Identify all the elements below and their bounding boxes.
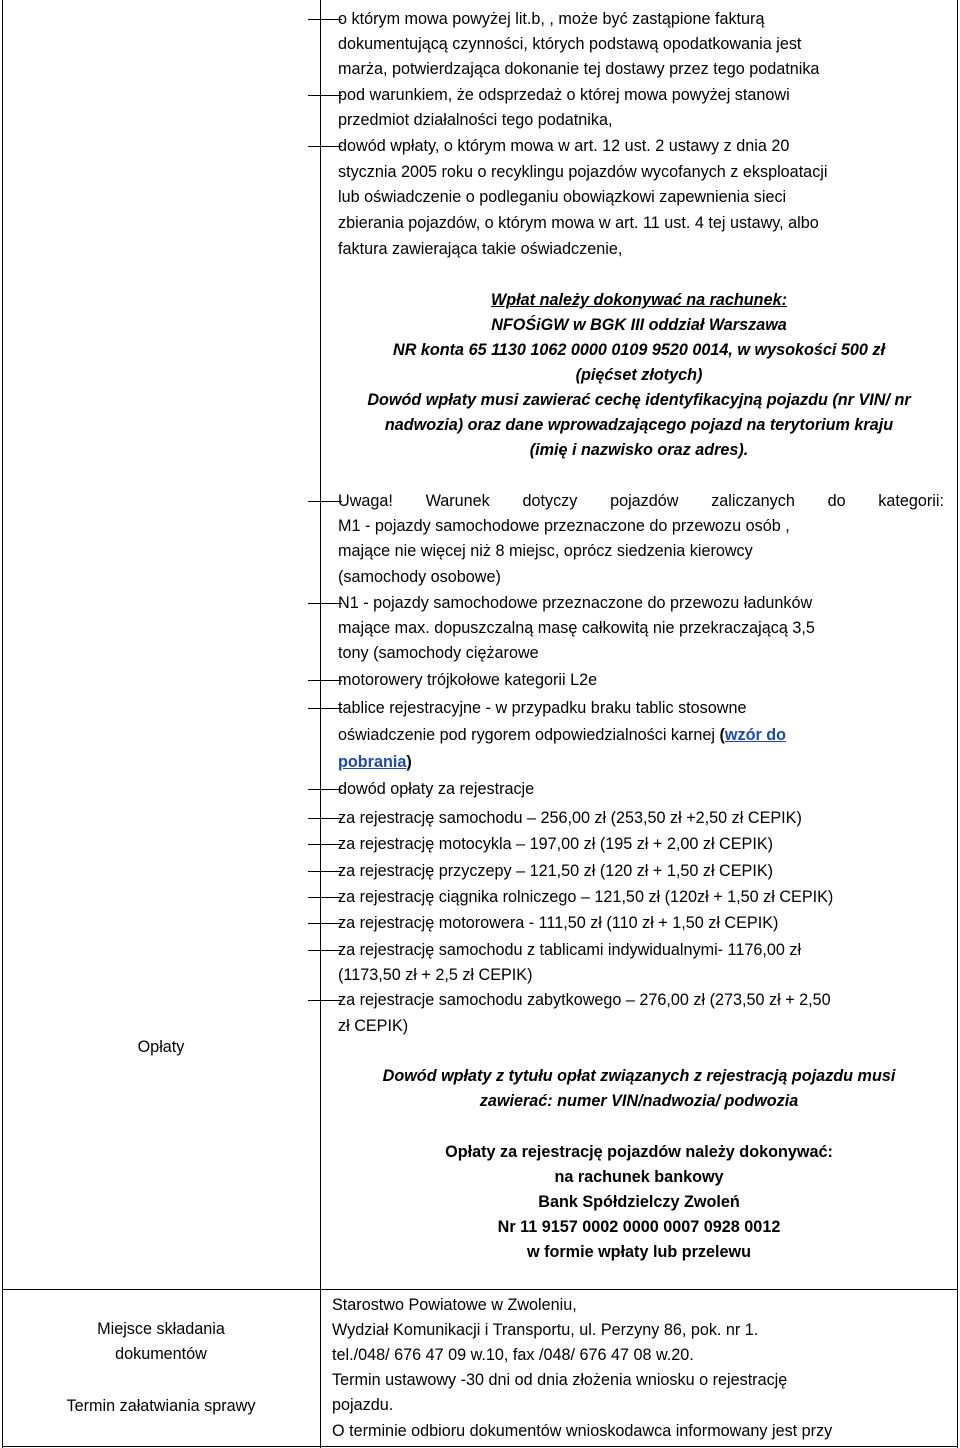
link-open-paren: (: [719, 726, 725, 744]
bank-block-line: Nr 11 9157 0002 0000 0007 0928 0012: [497, 1218, 781, 1236]
bank-block-line: Bank Spółdzielczy Zwoleń: [538, 1193, 740, 1211]
deadline-line: pojazdu.: [332, 1396, 394, 1414]
bullet-dash: [308, 19, 342, 20]
tablice-text: oświadczenie pod rygorem odpowiedzialności karnej: [338, 726, 716, 744]
dowod-line: dowód opłaty za rejestracje: [338, 780, 535, 798]
list-item-line: faktura zawierająca takie oświadczenie,: [338, 240, 623, 258]
download-template-link-cont[interactable]: pobrania: [338, 753, 407, 771]
uwaga-line: (samochody osobowe): [338, 568, 501, 586]
tablice-line: tablice rejestracyjne - w przypadku braku tablic stosowne: [338, 699, 747, 717]
bank-block-line: w formie wpłaty lub przelewu: [527, 1243, 751, 1261]
fee-item: za rejestrację samochodu z tablicami indywidualnymi- 1176,00 zł: [338, 941, 802, 959]
motorowery-line: motorowery trójkołowe kategorii L2e: [338, 671, 598, 689]
vin-note-line: Dowód wpłaty z tytułu opłat związanych z rejestracją pojazdu musi: [382, 1067, 896, 1085]
bullet-dash: [308, 818, 342, 819]
label-miejsce-cont: dokumentów: [115, 1345, 207, 1363]
n1-line: mające max. dopuszczalną masę całkowitą nie przekraczającą 3,5: [338, 619, 815, 637]
list-item: o którym mowa powyżej lit.b, , może być zastąpione fakturą: [338, 10, 765, 28]
office-line: Wydział Komunikacji i Transportu, ul. Perzyny 86, pok. nr 1.: [332, 1321, 759, 1339]
bank-block-line: Opłaty za rejestrację pojazdów należy dokonywać:: [445, 1143, 833, 1161]
list-item-line: lub oświadczenie o podleganiu obowiązkowi zapewnienia sieci: [338, 188, 787, 206]
uwaga-line: mające nie więcej niż 8 miejsc, oprócz siedzenia kierowcy: [338, 542, 753, 560]
payment-proof-line: Dowód wpłaty musi zawierać cechę identyfikacyjną pojazdu (nr VIN/ nr: [367, 391, 911, 409]
payment-bank: NFOŚiGW w BGK III oddział Warszawa: [491, 316, 787, 334]
download-template-link[interactable]: wzór do: [724, 726, 787, 744]
payment-proof-line: nadwozia) oraz dane wprowadzającego pojazd na terytorium kraju: [384, 416, 894, 434]
list-item-line: pod warunkiem, że odsprzedaż o której mowa powyżej stanowi: [338, 86, 790, 104]
list-item-line: zbierania pojazdów, o którym mowa w art. 11 ust. 4 tej ustawy, albo: [338, 214, 819, 232]
payment-amount-words: (pięćset złotych): [575, 366, 703, 384]
fee-item-line: zł CEPIK): [338, 1017, 409, 1035]
fee-item: za rejestrację przyczepy – 121,50 zł (120 zł + 1,50 zł CEPIK): [338, 862, 774, 880]
label-termin: Termin załatwiania sprawy: [66, 1397, 256, 1415]
bullet-dash: [308, 923, 342, 924]
payment-heading: Wpłat należy dokonywać na rachunek:: [491, 291, 787, 309]
list-item-line: dokumentującą czynności, których podstawą opodatkowania jest: [338, 35, 802, 53]
payment-account: NR konta 65 1130 1062 0000 0109 9520 0014, w wysokości 500 zł: [393, 341, 885, 359]
bullet-dash: [308, 603, 342, 604]
uwaga-line: M1 - pojazdy samochodowe przeznaczone do przewozu osób ,: [338, 517, 790, 535]
table-border-left: [2, 0, 3, 1448]
bank-block-line: na rachunek bankowy: [554, 1168, 724, 1186]
list-item-line: stycznia 2005 roku o recyklingu pojazdów wycofanych z eksploatacji: [338, 163, 828, 181]
fee-item: za rejestracje samochodu zabytkowego – 276,00 zł (273,50 zł + 2,50: [338, 991, 831, 1009]
tablice-line: [338, 722, 786, 748]
list-item: dowód wpłaty, o którym mowa w art. 12 ust. 2 ustawy z dnia 20: [338, 137, 790, 155]
list-item-line: przedmiot działalności tego podatnika,: [338, 111, 613, 129]
payment-proof-line: (imię i nazwisko oraz adres).: [529, 441, 749, 459]
fee-item: za rejestrację ciągnika rolniczego – 121,50 zł (120zł + 1,50 zł CEPIK): [338, 888, 834, 906]
fee-item-line: (1173,50 zł + 2,5 zł CEPIK): [338, 966, 533, 984]
office-line: tel./048/ 676 47 09 w.10, fax /048/ 676 47 08 w.20.: [332, 1346, 694, 1364]
bullet-dash: [308, 950, 342, 951]
link-close-paren: ): [406, 753, 412, 771]
bullet-dash: [308, 897, 342, 898]
bullet-dash: [308, 708, 342, 709]
bullet-dash: [308, 789, 342, 790]
tablice-line: [338, 749, 412, 775]
bullet-dash: [308, 680, 342, 681]
list-item-line: marża, potwierdzająca dokonanie tej dostawy przez tego podatnika: [338, 60, 820, 78]
label-oplaty: Opłaty: [137, 1038, 185, 1056]
n1-line: N1 - pojazdy samochodowe przeznaczone do przewozu ładunków: [338, 594, 813, 612]
uwaga-line: Uwaga! Warunek dotyczy pojazdów zaliczanych do kategorii:: [338, 492, 944, 510]
vin-note-line: zawierać: numer VIN/nadwozia/ podwozia: [479, 1092, 799, 1110]
fee-item: za rejestrację motocykla – 197,00 zł (195 zł + 2,00 zł CEPIK): [338, 835, 774, 853]
bullet-dash: [308, 1000, 342, 1001]
label-miejsce: Miejsce składania: [97, 1320, 225, 1338]
office-line: Starostwo Powiatowe w Zwoleniu,: [332, 1296, 577, 1314]
bullet-dash: [308, 844, 342, 845]
bullet-dash: [308, 95, 342, 96]
table-row-divider: [2, 1289, 958, 1290]
table-border-bottom: [2, 1446, 958, 1447]
deadline-line: Termin ustawowy -30 dni od dnia złożenia wniosku o rejestrację: [332, 1371, 788, 1389]
bullet-dash: [308, 501, 342, 502]
n1-line: tony (samochody ciężarowe: [338, 644, 539, 662]
deadline-line: O terminie odbioru dokumentów wnioskodawca informowany jest przy: [332, 1422, 833, 1440]
fee-item: za rejestrację motorowera - 111,50 zł (110 zł + 1,50 zł CEPIK): [338, 914, 779, 932]
fee-item: za rejestrację samochodu – 256,00 zł (253,50 zł +2,50 zł CEPIK): [338, 809, 802, 827]
bullet-dash: [308, 146, 342, 147]
bullet-dash: [308, 871, 342, 872]
